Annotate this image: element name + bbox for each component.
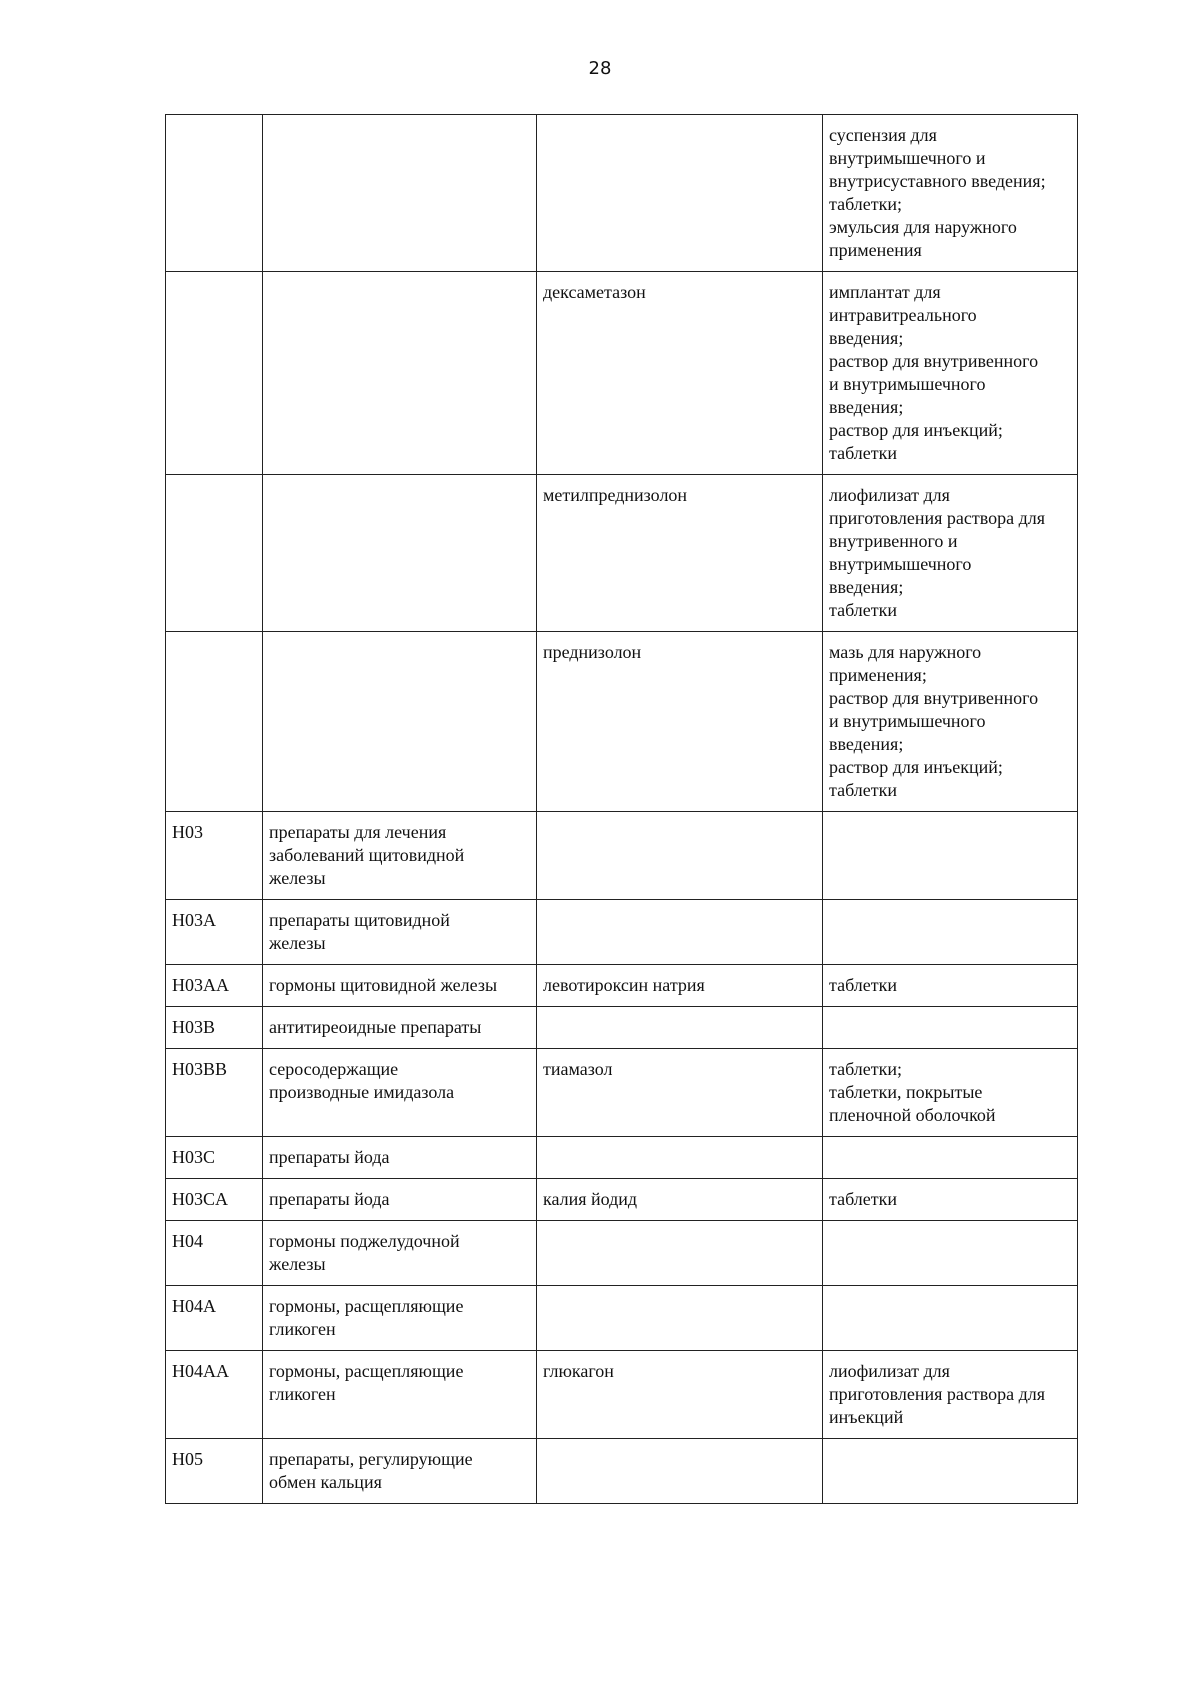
group-name-cell: препараты йода	[263, 1137, 537, 1179]
dosage-form-cell	[823, 1007, 1078, 1049]
dosage-form-cell	[823, 1221, 1078, 1286]
drug-name-cell: тиамазол	[537, 1049, 823, 1137]
atc-code-cell: H03	[166, 812, 263, 900]
dosage-form-cell: мазь для наружного применения; раствор для внутривенного и внутримышечного введения; раствор для инъекций; таблетки	[823, 632, 1078, 812]
dosage-form-cell	[823, 1137, 1078, 1179]
drug-name-cell: дексаметазон	[537, 272, 823, 475]
dosage-form-cell: таблетки	[823, 1179, 1078, 1221]
drug-name-cell: метилпреднизолон	[537, 475, 823, 632]
table-row	[166, 1007, 1078, 1049]
group-name-cell	[263, 272, 537, 475]
table-row	[166, 1286, 1078, 1351]
group-name-cell	[263, 632, 537, 812]
page-number: 28	[588, 58, 612, 79]
dosage-form-cell	[823, 812, 1078, 900]
atc-code-cell: H05	[166, 1439, 263, 1504]
atc-code-cell	[166, 115, 263, 272]
drug-name-cell: калия йодид	[537, 1179, 823, 1221]
atc-code-cell: H03BB	[166, 1049, 263, 1137]
drug-name-cell	[537, 1007, 823, 1049]
drug-name-cell	[537, 1286, 823, 1351]
table-row	[166, 1137, 1078, 1179]
dosage-form-cell: суспензия для внутримышечного и внутрисуставного введения; таблетки; эмульсия для наружного применения	[823, 115, 1078, 272]
drug-name-cell	[537, 900, 823, 965]
drug-name-cell	[537, 115, 823, 272]
atc-code-cell	[166, 632, 263, 812]
atc-code-cell: H04AA	[166, 1351, 263, 1439]
group-name-cell	[263, 115, 537, 272]
table-row	[166, 812, 1078, 900]
dosage-form-cell	[823, 900, 1078, 965]
dosage-form-cell	[823, 1439, 1078, 1504]
drug-name-cell	[537, 1137, 823, 1179]
atc-code-cell	[166, 272, 263, 475]
table-row	[166, 1179, 1078, 1221]
atc-code-cell: H03C	[166, 1137, 263, 1179]
group-name-cell	[263, 475, 537, 632]
table-row	[166, 1351, 1078, 1439]
dosage-form-cell: имплантат для интравитреального введения; раствор для внутривенного и внутримышечного введения; раствор для инъекций; таблетки	[823, 272, 1078, 475]
drug-name-cell: глюкагон	[537, 1351, 823, 1439]
group-name-cell: препараты щитовидной железы	[263, 900, 537, 965]
drug-table-body	[166, 115, 1078, 1504]
atc-code-cell: H03AA	[166, 965, 263, 1007]
dosage-form-cell: таблетки	[823, 965, 1078, 1007]
group-name-cell: гормоны, расщепляющие гликоген	[263, 1351, 537, 1439]
group-name-cell: гормоны, расщепляющие гликоген	[263, 1286, 537, 1351]
drug-name-cell	[537, 1439, 823, 1504]
table-row	[166, 965, 1078, 1007]
atc-code-cell: H03B	[166, 1007, 263, 1049]
table-row	[166, 475, 1078, 632]
group-name-cell: антитиреоидные препараты	[263, 1007, 537, 1049]
group-name-cell: серосодержащие производные имидазола	[263, 1049, 537, 1137]
drug-name-cell: левотироксин натрия	[537, 965, 823, 1007]
group-name-cell: препараты йода	[263, 1179, 537, 1221]
drug-name-cell	[537, 1221, 823, 1286]
dosage-form-cell	[823, 1286, 1078, 1351]
atc-code-cell: H04	[166, 1221, 263, 1286]
atc-code-cell: H03A	[166, 900, 263, 965]
drug-name-cell: преднизолон	[537, 632, 823, 812]
table-row	[166, 1221, 1078, 1286]
drug-table	[165, 114, 1078, 1504]
atc-code-cell	[166, 475, 263, 632]
table-row	[166, 632, 1078, 812]
table-row	[166, 900, 1078, 965]
group-name-cell: гормоны поджелудочной железы	[263, 1221, 537, 1286]
group-name-cell: гормоны щитовидной железы	[263, 965, 537, 1007]
table-row	[166, 1049, 1078, 1137]
table-row	[166, 1439, 1078, 1504]
dosage-form-cell: лиофилизат для приготовления раствора для инъекций	[823, 1351, 1078, 1439]
drug-name-cell	[537, 812, 823, 900]
group-name-cell: препараты, регулирующие обмен кальция	[263, 1439, 537, 1504]
dosage-form-cell: лиофилизат для приготовления раствора для внутривенного и внутримышечного введения; таблетки	[823, 475, 1078, 632]
table-row	[166, 272, 1078, 475]
atc-code-cell: H03CA	[166, 1179, 263, 1221]
group-name-cell: препараты для лечения заболеваний щитовидной железы	[263, 812, 537, 900]
atc-code-cell: H04A	[166, 1286, 263, 1351]
dosage-form-cell: таблетки; таблетки, покрытые пленочной оболочкой	[823, 1049, 1078, 1137]
table-row	[166, 115, 1078, 272]
